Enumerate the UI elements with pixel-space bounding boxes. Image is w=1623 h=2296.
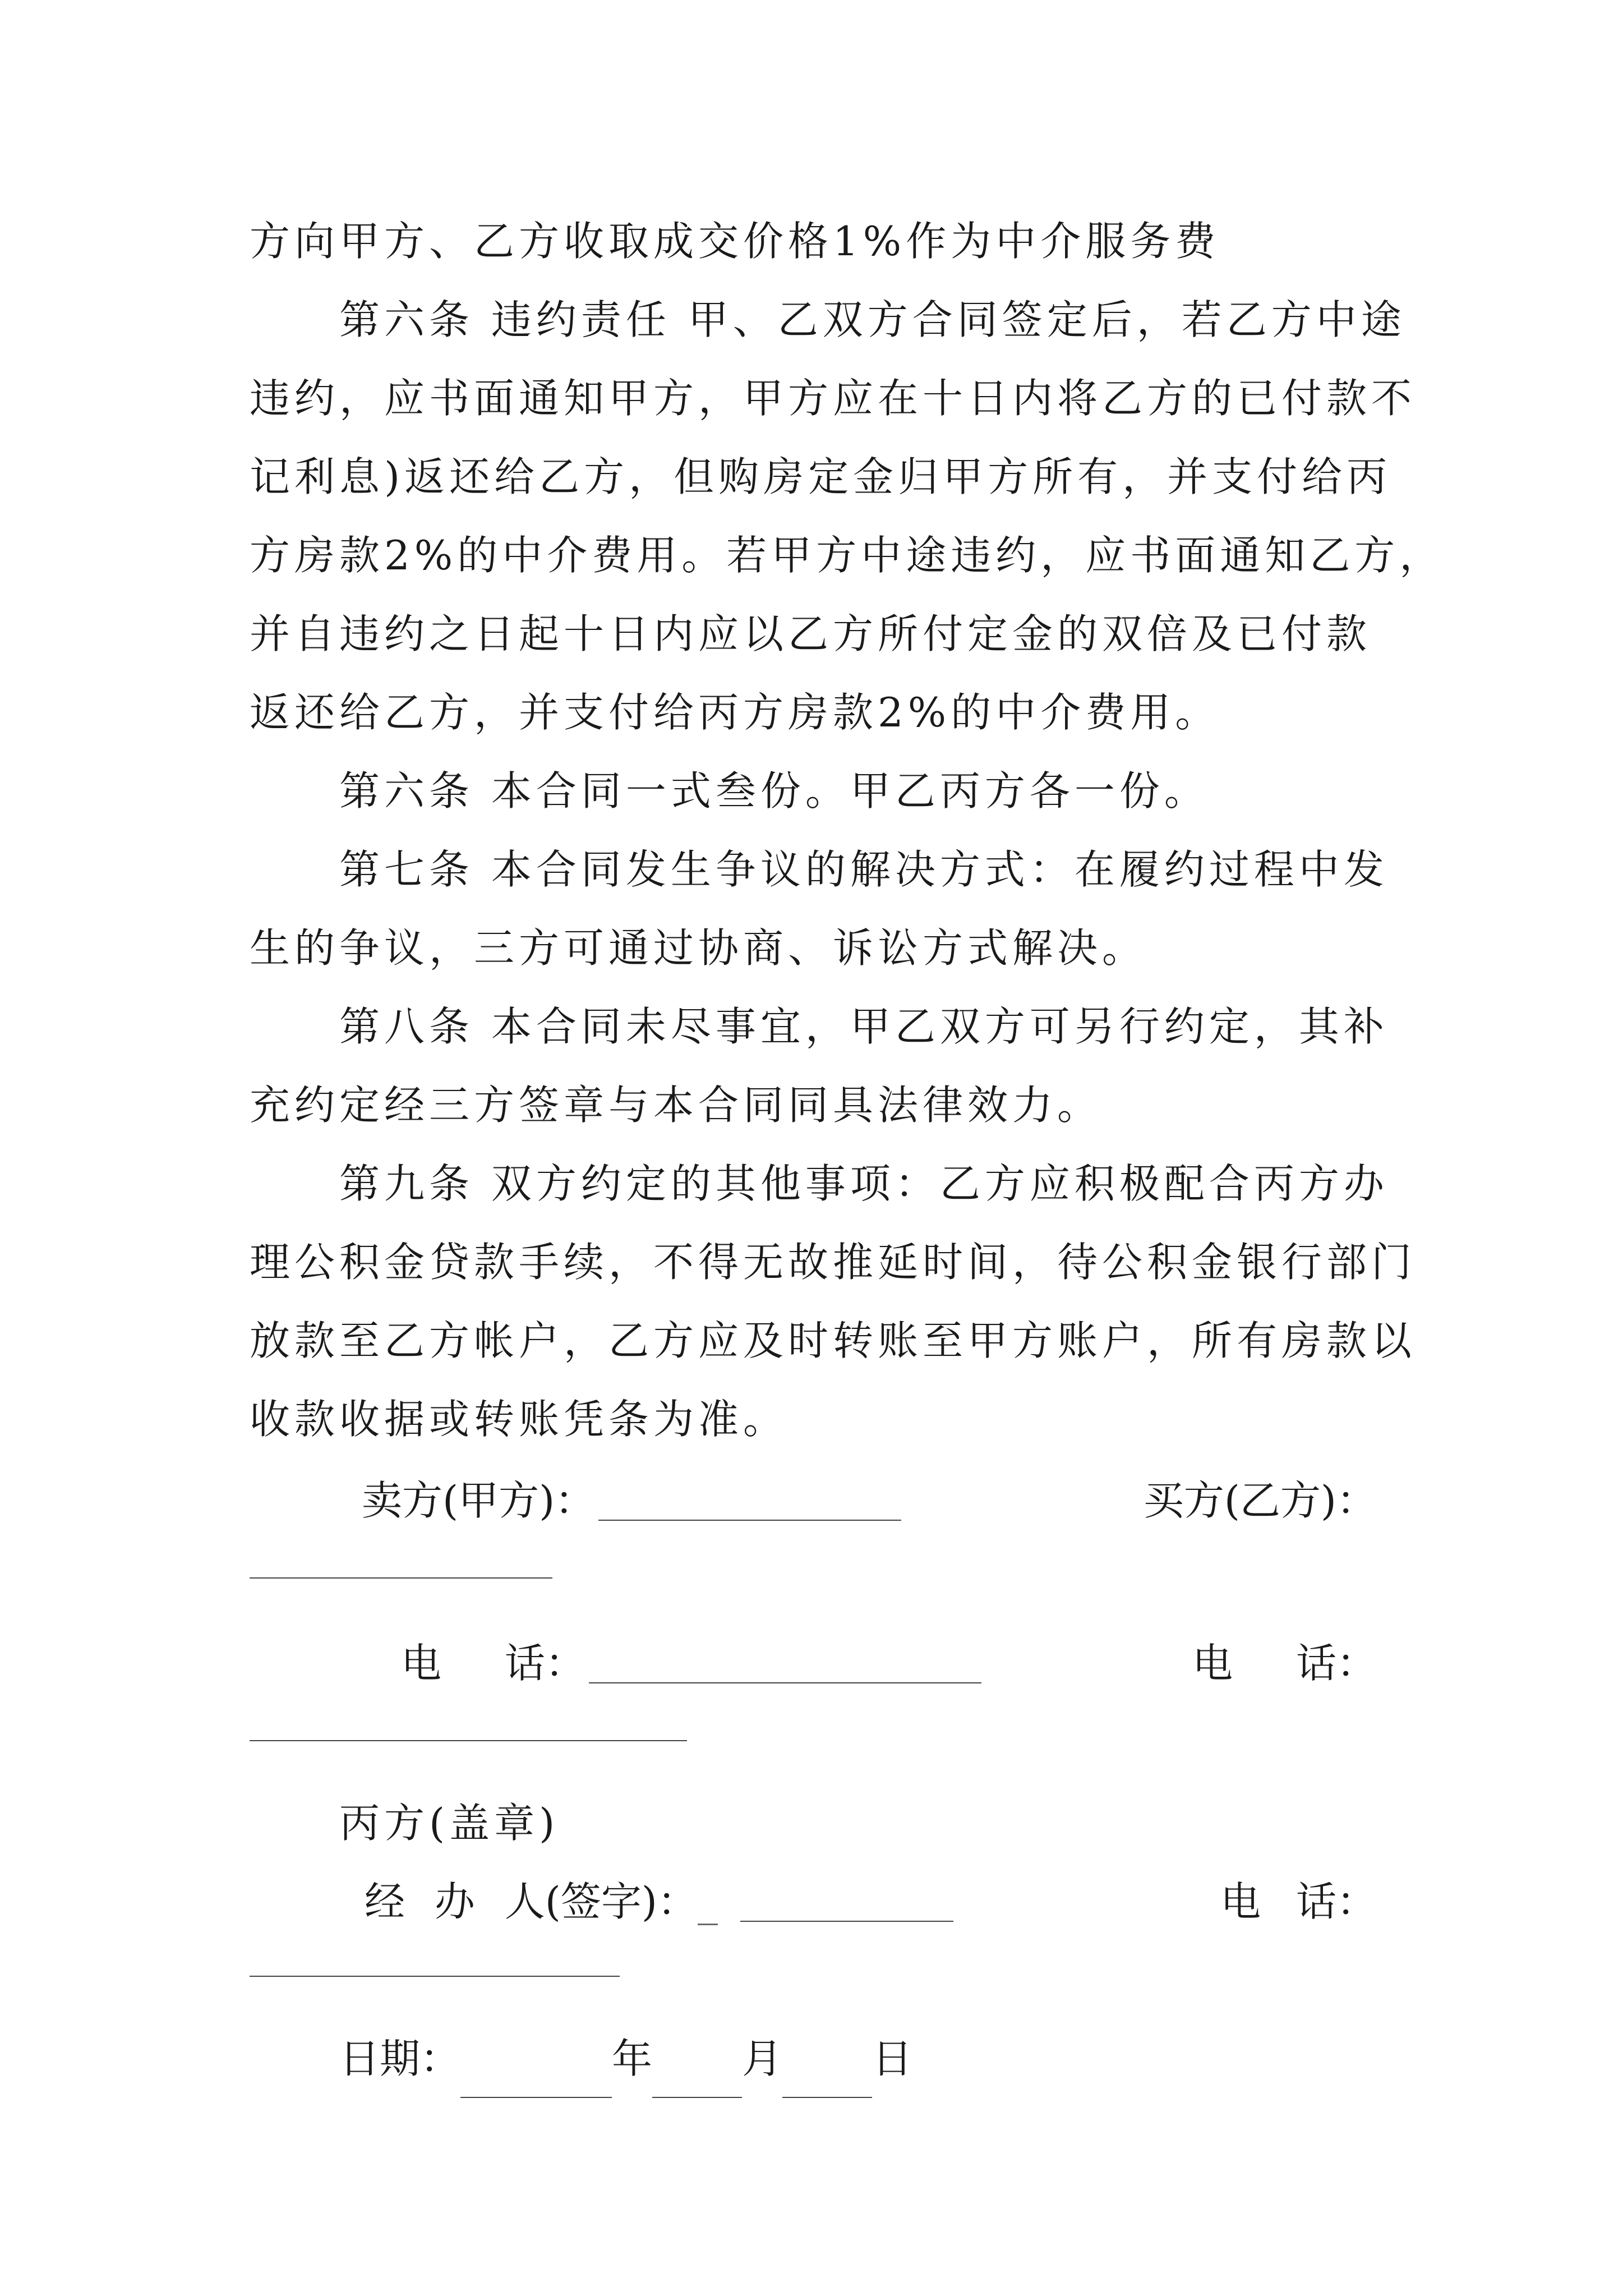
text-line: 第九条 双方约定的其他事项：乙方应积极配合丙方办 bbox=[339, 1160, 1389, 1207]
contract-body bbox=[250, 202, 1445, 2098]
date-label: 日期： bbox=[339, 2035, 461, 2082]
agent-signature-blank[interactable] bbox=[740, 1881, 953, 1922]
text-line: 收款收据或转账凭条为准。 bbox=[250, 1396, 789, 1443]
text-line: 生的争议，三方可通过协商、诉讼方式解决。 bbox=[250, 924, 1147, 972]
article-copies: 第六条 本合同一式叁份。甲乙丙方各一份。 bbox=[339, 767, 1209, 815]
article-dispute-resolution bbox=[250, 830, 1389, 987]
agent-phone-blank[interactable] bbox=[250, 1975, 620, 1977]
seller-phone-blank[interactable] bbox=[589, 1643, 981, 1683]
phone-row-1 bbox=[250, 1621, 1377, 1705]
buyer-blank-row bbox=[250, 1543, 1377, 1621]
buyer-phone-label: 电 话： bbox=[1192, 1640, 1377, 1687]
month-blank[interactable] bbox=[652, 2058, 742, 2098]
agent-phone-blank-row bbox=[250, 1941, 1377, 2019]
paragraph-service-fee: 方向甲方、乙方收取成交价格1%作为中介服务费 bbox=[250, 218, 1220, 265]
agent-row bbox=[250, 1862, 1377, 1941]
article-supplementary bbox=[250, 987, 1389, 1144]
party-c-seal: 丙方(盖章) bbox=[339, 1800, 560, 1847]
date-row bbox=[250, 2019, 1377, 2098]
text-line: 记利息)返还给乙方，但购房定金归甲方所有，并支付给丙 bbox=[250, 453, 1392, 500]
agent-blank-prefix: _ bbox=[697, 1878, 718, 1925]
buyer-phone-blank-row bbox=[250, 1705, 1377, 1784]
buyer-phone-blank[interactable] bbox=[250, 1739, 687, 1741]
article-other-matters bbox=[250, 1144, 1417, 1458]
text-line: 第六条 违约责任 甲、乙双方合同签定后，若乙方中途 bbox=[339, 296, 1406, 343]
seller-field bbox=[362, 1458, 905, 1543]
seller-signature-blank[interactable] bbox=[598, 1480, 901, 1521]
text-line: 第八条 本合同未尽事宜，甲乙双方可另行约定，其补 bbox=[339, 1003, 1389, 1050]
text-line: 放款至乙方帐户，乙方应及时转账至甲方账户，所有房款以 bbox=[250, 1317, 1417, 1364]
text-line: 返还给乙方，并支付给丙方房款2%的中介费用。 bbox=[250, 689, 1220, 736]
agent-label: 经 办 人(签字)： bbox=[365, 1878, 698, 1925]
seller-phone-label: 电 话： bbox=[401, 1640, 585, 1687]
seller-label: 卖方(甲方)： bbox=[362, 1477, 596, 1524]
year-label: 年 bbox=[612, 2035, 653, 2082]
buyer-label: 买方(乙方)： bbox=[1143, 1477, 1377, 1524]
text-line: 并自违约之日起十日内应以乙方所付定金的双倍及已付款 bbox=[250, 610, 1372, 657]
month-label: 月 bbox=[742, 2035, 783, 2082]
text-line: 违约，应书面通知甲方，甲方应在十日内将乙方的已付款不 bbox=[250, 375, 1417, 422]
text-line: 理公积金贷款手续，不得无故推延时间，待公积金银行部门 bbox=[250, 1239, 1417, 1286]
article-breach-liability bbox=[250, 280, 1445, 752]
text-line: 方房款2%的中介费用。若甲方中途违约，应书面通知乙方， bbox=[250, 532, 1445, 579]
day-label: 日 bbox=[872, 2035, 913, 2082]
agent-field bbox=[365, 1862, 957, 1941]
day-blank[interactable] bbox=[782, 2058, 872, 2098]
text-line: 充约定经三方签章与本合同同具法律效力。 bbox=[250, 1082, 1103, 1129]
seller-phone-field bbox=[401, 1621, 985, 1705]
agent-phone-label: 电 话： bbox=[1220, 1878, 1377, 1925]
year-blank[interactable] bbox=[460, 2058, 612, 2098]
text-line: 第七条 本合同发生争议的解决方式：在履约过程中发 bbox=[339, 846, 1389, 893]
buyer-signature-blank[interactable] bbox=[250, 1576, 552, 1579]
seller-buyer-row bbox=[250, 1458, 1377, 1543]
